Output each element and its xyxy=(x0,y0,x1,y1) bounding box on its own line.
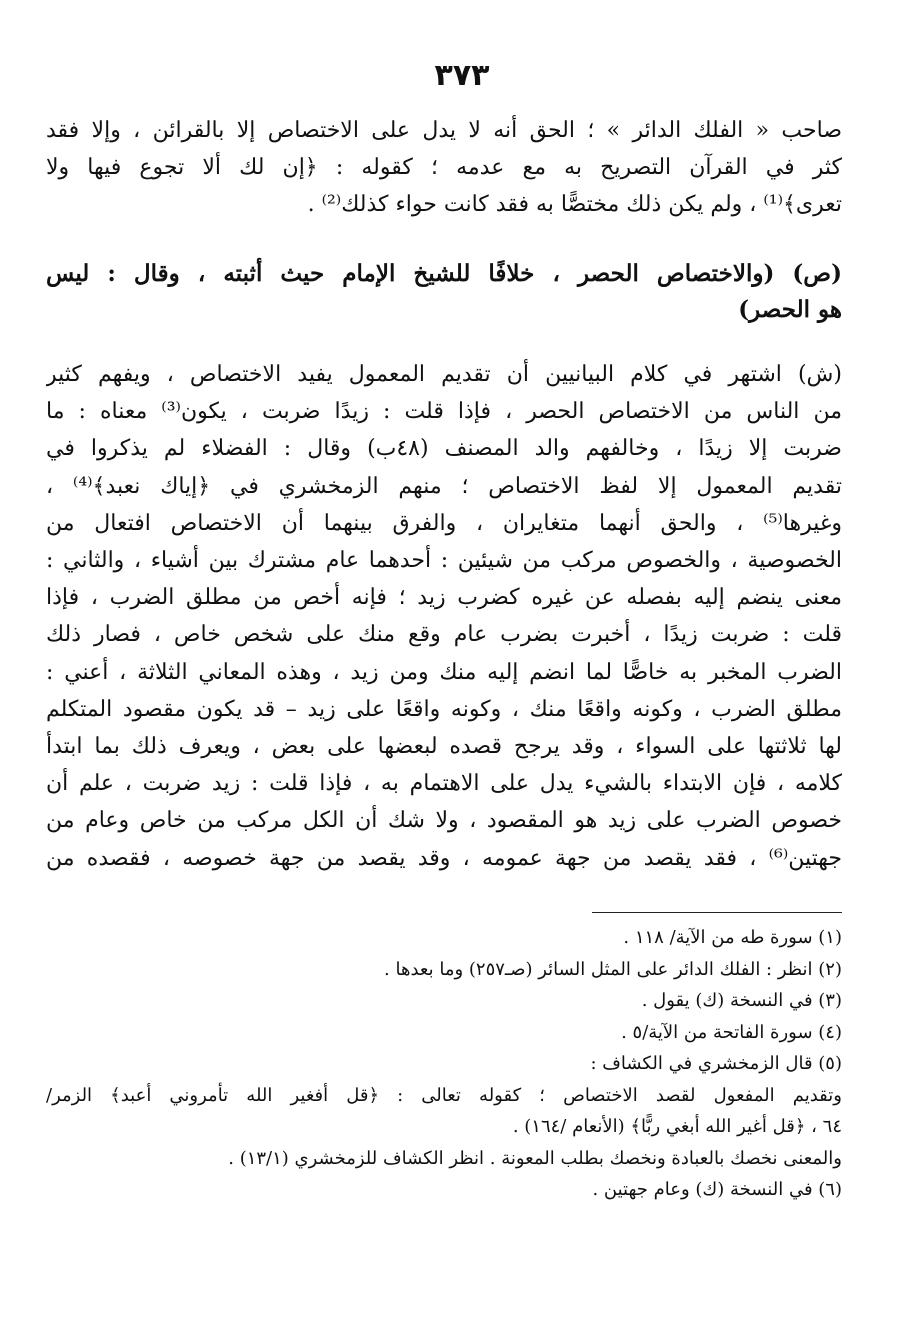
top-paragraph xyxy=(46,112,842,224)
footnote-5-quote: وتقديم المفعول لقصد الاختصاص ؛ كقوله تعالى : ﴿قل أفغير الله تأمروني أعبد﴾ الزمر/ xyxy=(46,1084,842,1106)
text-line: ضربت إلا زيدًا ، وخالفهم والد المصنف (٤٨ب) وقال : الفضلاء لم يذكروا في xyxy=(46,436,842,462)
commentary-paragraph xyxy=(46,356,842,877)
text-line: معنى ينضم إليه بفصله عن غيره كضرب زيد ؛ فإنه أخص من مطلق الضرب ، فإذا xyxy=(46,585,842,611)
footnote-3: (٣) في النسخة (ك) يقول . xyxy=(641,990,842,1011)
footnote-5: (٥) قال الزمخشري في الكشاف : xyxy=(590,1053,842,1074)
rule-paragraph xyxy=(46,256,842,328)
text-line: وغيرها⁽⁵⁾ ، والحق أنهما متغايران ، والفرق بينهما أن الاختصاص افتعال من xyxy=(46,510,842,536)
footnotes xyxy=(46,922,842,1206)
text-line: من الناس من الاختصاص الحصر ، فإذا قلت : زيدًا ضربت ، يكون⁽³⁾ معناه : ما xyxy=(46,399,842,425)
text-line: تعرى﴾⁽¹⁾ ، ولم يكن ذلك مختصًّا به فقد كانت حواء كذلك⁽²⁾ . xyxy=(307,192,842,218)
text-line: (ش) اشتهر في كلام البيانيين أن تقديم المعمول يفيد الاختصاص ، ويفهم كثير xyxy=(46,362,842,387)
text-line: لها ثلاثتها على السواء ، وقد يرجح قصده لبعضها على بعض ، ويعرف ذلك بما ابتدأ xyxy=(46,734,842,760)
footnote-2: (٢) انظر : الفلك الدائر على المثل السائر (صـ٢٥٧) وما بعدها . xyxy=(384,958,842,980)
text-line: الخصوصية ، والخصوص مركب من شيئين : أحدهما عام مشترك بين أشياء ، والثاني : xyxy=(46,548,842,574)
text-line: صاحب « الفلك الدائر » ؛ الحق أنه لا يدل على الاختصاص إلا بالقرائن ، وإلا فقد xyxy=(46,118,842,143)
page-number: ٣٧٣ xyxy=(434,58,490,93)
footnote-divider xyxy=(592,912,842,913)
footnote-5-quote-cont: ٦٤ ، ﴿قل أغير الله أبغي ربًّا﴾ (الأنعام /١٦٤) . xyxy=(512,1116,842,1137)
footnote-5-note: والمعنى نخصك بالعبادة ونخصك بطلب المعونة . انظر الكشاف للزمخشري (١٣/١) . xyxy=(228,1147,842,1169)
footnote-1: (١) سورة طه من الآية/ ١١٨ . xyxy=(623,927,842,948)
text-line: تقديم المعمول إلا لفظ الاختصاص ؛ منهم الزمخشري في ﴿إياك نعبد﴾⁽⁴⁾ ، xyxy=(46,473,842,499)
text-line: (ص) (والاختصاص الحصر ، خلافًا للشيخ الإمام حيث أثبته ، وقال : ليس xyxy=(46,260,842,287)
text-line: قلت : ضربت زيدًا ، أخبرت بضرب عام وقع منك على شخص خاص ، فصار ذلك xyxy=(46,622,842,648)
text-line: جهتين⁽⁶⁾ ، فقد يقصد من جهة عمومه ، وقد يقصد من جهة خصوصه ، فقصده من xyxy=(46,845,842,871)
text-line: كلامه ، فإن الابتداء بالشيء يدل على الاهتمام به ، فإذا قلت : زيد ضربت ، علم أن xyxy=(46,771,842,797)
footnote-4: (٤) سورة الفاتحة من الآية/٥ . xyxy=(621,1021,842,1043)
text-line: مطلق الضرب ، وكونه واقعًا منك ، وكونه واقعًا على زيد – قد يكون مقصود المتكلم xyxy=(46,696,842,722)
text-line: الضرب المخبر به خاصًّا لما انضم إليه منك ومن زيد ، وهذه المعاني الثلاثة ، أعني : xyxy=(46,659,842,685)
text-line: خصوص الضرب على زيد هو المقصود ، ولا شك أن الكل مركب من خاص وعام من xyxy=(46,808,842,834)
text-line: كثر في القرآن التصريح به مع عدمه ؛ كقوله : ﴿إن لك ألا تجوع فيها ولا xyxy=(46,155,842,181)
footnote-6: (٦) في النسخة (ك) وعام جهتين . xyxy=(592,1179,842,1200)
text-line: هو الحصر) xyxy=(738,296,842,323)
